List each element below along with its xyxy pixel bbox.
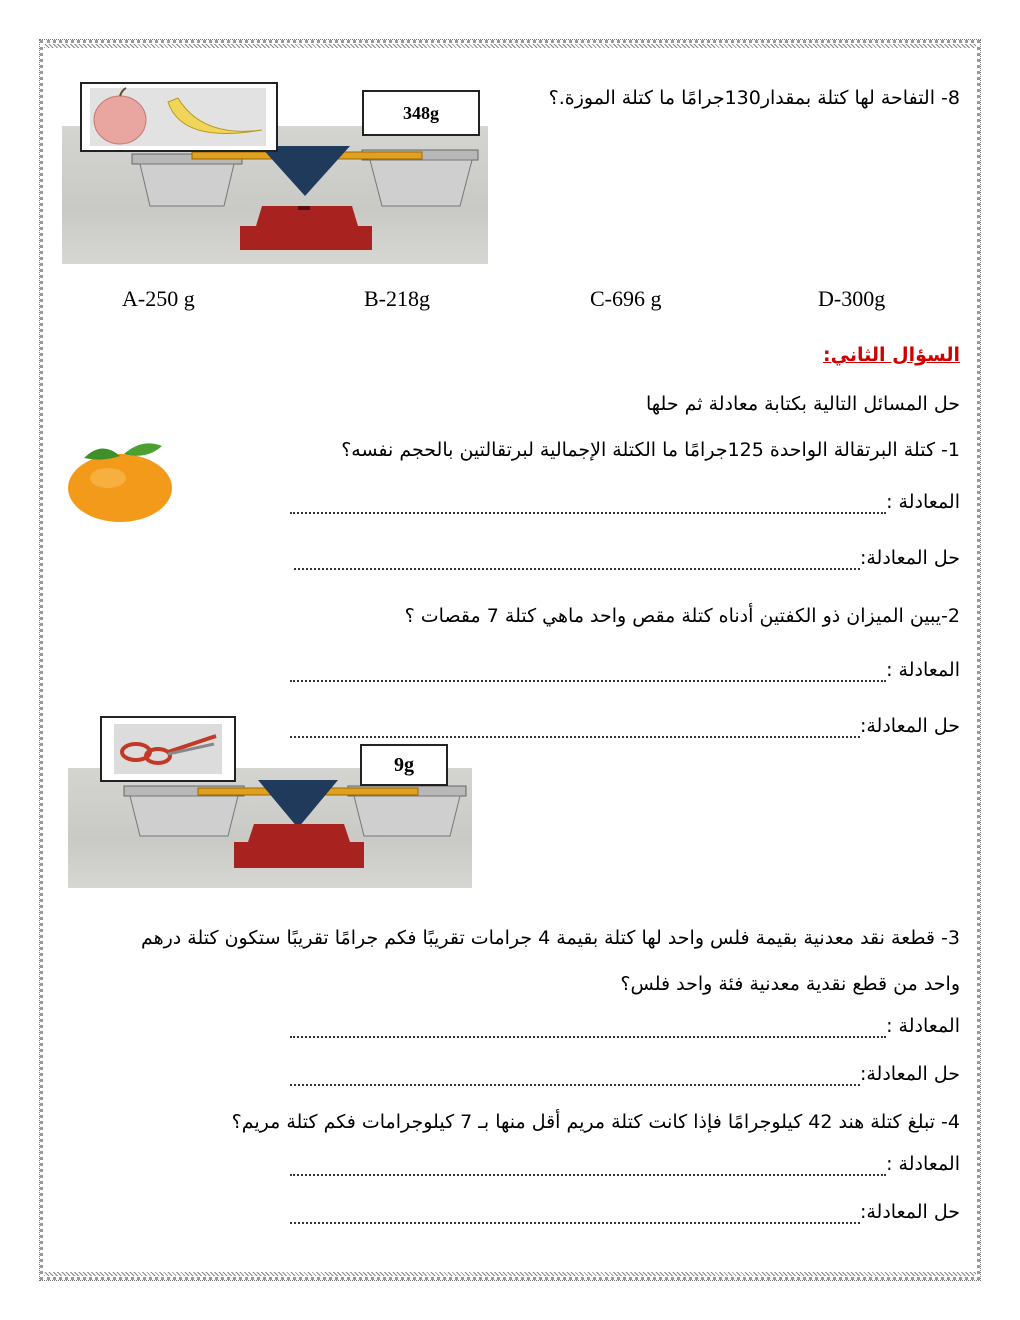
problem-1-equation-row xyxy=(286,490,960,514)
question-8-text: 8- التفاحة لها كتلة بمقدار130جرامًا ما كتلة الموزة.؟ xyxy=(548,87,960,109)
option-c: C-696 g xyxy=(590,286,662,311)
problem-1-solution-row xyxy=(290,546,960,570)
scale-weight-label-2: 9g xyxy=(360,744,448,786)
equation-answer-line[interactable] xyxy=(290,1160,886,1176)
equation-answer-line[interactable] xyxy=(290,666,886,682)
option-b: B-218g xyxy=(364,286,430,311)
balance-scale-icon xyxy=(68,768,472,888)
section-2-heading: السؤال الثاني: xyxy=(823,344,960,366)
problem-1-text: 1- كتلة البرتقالة الواحدة 125جرامًا ما الكتلة الإجمالية لبرتقالتين بالحجم نفسه؟ xyxy=(341,439,960,461)
solution-label: حل المعادلة: xyxy=(859,1063,960,1085)
problem-4-equation-row xyxy=(286,1152,960,1176)
equation-answer-line[interactable] xyxy=(290,498,886,514)
scale-image-2 xyxy=(68,768,472,888)
apple-banana-icon xyxy=(82,84,276,150)
option-d: D-300g xyxy=(818,286,886,311)
problem-3-text-line-1: 3- قطعة نقد معدنية بقيمة فلس واحد لها كتلة بقيمة 4 جرامات تقريبًا فكم جرامًا تقريبًا ستكون كتلة درهم xyxy=(140,927,960,949)
orange-icon xyxy=(62,438,178,524)
solution-answer-line[interactable] xyxy=(290,722,860,738)
equation-label: المعادلة : xyxy=(886,1153,960,1175)
solution-label: حل المعادلة: xyxy=(859,1201,960,1223)
equation-label: المعادلة : xyxy=(886,491,960,513)
equation-label: المعادلة : xyxy=(886,1015,960,1037)
problem-3-solution-row xyxy=(286,1062,960,1086)
problem-4-text: 4- تبلغ كتلة هند 42 كيلوجرامًا فإذا كانت كتلة مريم أقل منها بـ 7 كيلوجرامات فكم كتلة مريم؟ xyxy=(231,1111,960,1133)
solution-answer-line[interactable] xyxy=(294,554,860,570)
scale-weight-label-1: 348g xyxy=(362,90,480,136)
problem-2-text: 2-يبين الميزان ذو الكفتين أدناه كتلة مقص واحد ماهي كتلة 7 مقصات ؟ xyxy=(404,605,960,627)
solution-label: حل المعادلة: xyxy=(859,715,960,737)
solution-answer-line[interactable] xyxy=(290,1208,860,1224)
scissors-icon xyxy=(102,718,234,780)
fruit-picture xyxy=(80,82,278,152)
solution-label: حل المعادلة: xyxy=(859,547,960,569)
scissors-picture xyxy=(100,716,236,782)
equation-label: المعادلة : xyxy=(886,659,960,681)
problem-2-solution-row xyxy=(286,714,960,738)
solution-answer-line[interactable] xyxy=(290,1070,860,1086)
problem-4-solution-row xyxy=(286,1200,960,1224)
problem-2-equation-row xyxy=(286,658,960,682)
section-2-intro: حل المسائل التالية بكتابة معادلة ثم حلها xyxy=(645,393,960,415)
problem-3-equation-row xyxy=(286,1014,960,1038)
option-a: A-250 g xyxy=(122,286,195,311)
problem-3-text-line-2: واحد من قطع نقدية معدنية فئة واحد فلس؟ xyxy=(620,973,960,995)
equation-answer-line[interactable] xyxy=(290,1022,886,1038)
